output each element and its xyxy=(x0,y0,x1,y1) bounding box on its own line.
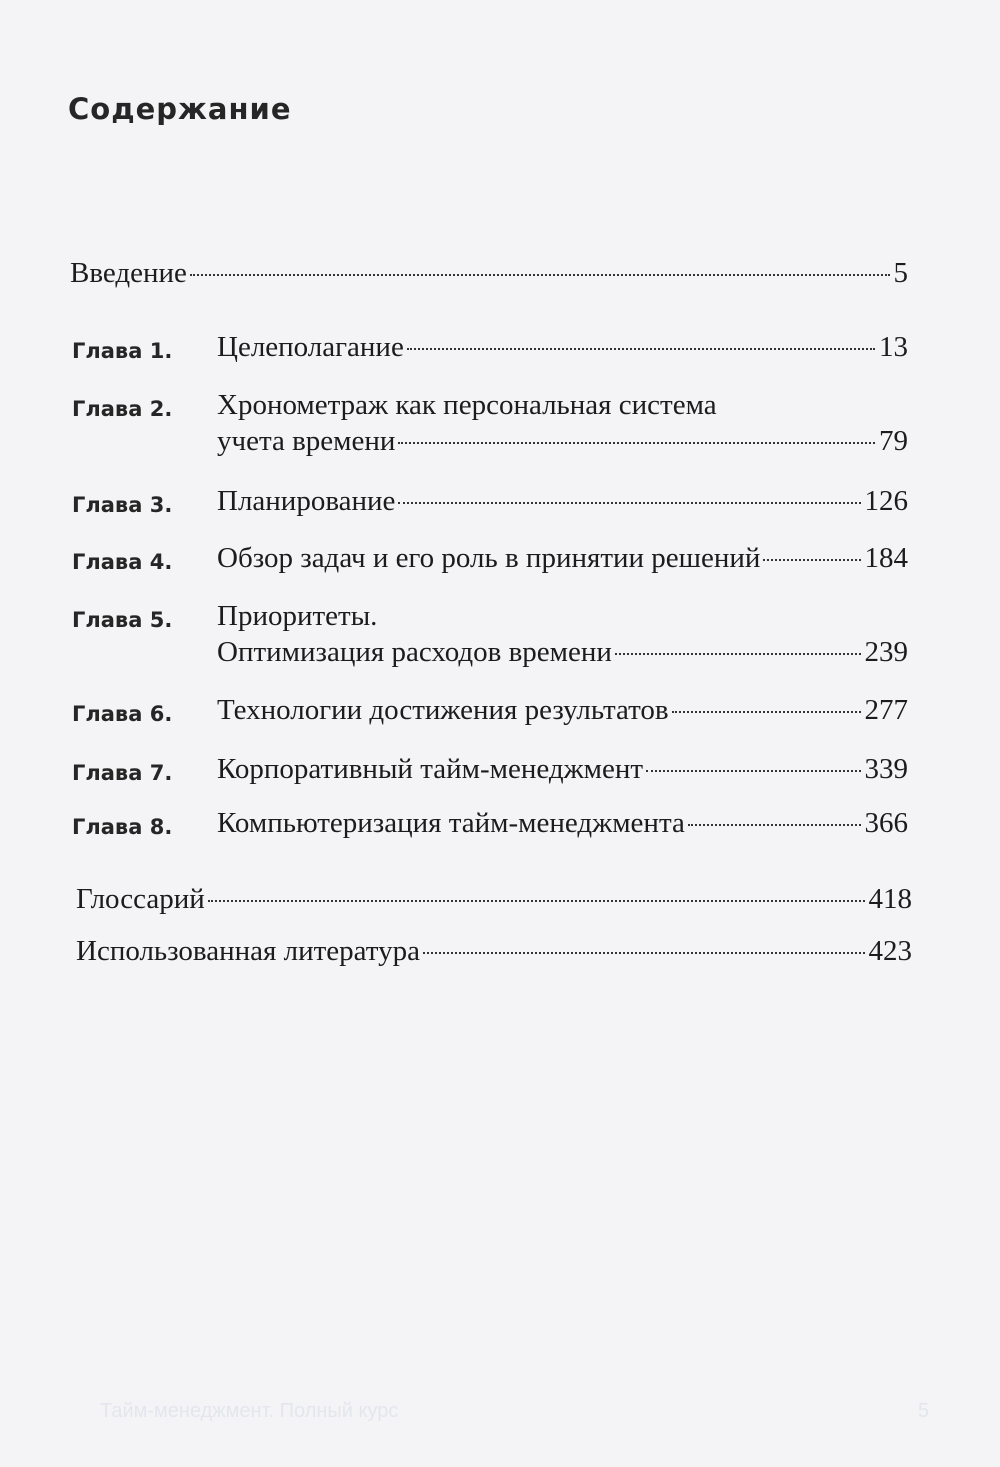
toc-entry-references[interactable] xyxy=(76,934,912,968)
toc-page-number: 277 xyxy=(864,694,908,726)
chapter-label: Глава 1. xyxy=(72,339,173,363)
chapter-label: Глава 6. xyxy=(72,702,173,726)
toc-entry-chapter-2[interactable] xyxy=(217,424,908,458)
toc-entry-text: Корпоративный тайм-менеджмент xyxy=(217,753,644,785)
dot-leader xyxy=(763,559,860,561)
toc-entry-chapter-3[interactable] xyxy=(217,484,908,518)
chapter-label: Глава 5. xyxy=(72,608,173,632)
bleed-through-page-number: 5 xyxy=(918,1400,930,1422)
toc-page-number: 13 xyxy=(879,331,908,363)
toc-entry-glossary[interactable] xyxy=(76,882,912,916)
toc-entry-text-line1: Приоритеты. xyxy=(217,600,378,632)
toc-page-number: 184 xyxy=(864,542,908,574)
dot-leader xyxy=(646,770,860,772)
toc-page-number: 239 xyxy=(864,636,908,668)
chapter-label: Глава 3. xyxy=(72,493,173,517)
toc-page-number: 423 xyxy=(868,935,912,967)
toc-entry-text-line1: Хронометраж как персональная система xyxy=(217,389,717,421)
chapter-label: Глава 4. xyxy=(72,550,173,574)
toc-entry-text: Оптимизация расходов времени xyxy=(217,636,612,668)
chapter-label: Глава 8. xyxy=(72,815,173,839)
bleed-through-footer-text: Тайм-менеджмент. Полный курс xyxy=(100,1400,399,1422)
toc-entry-text: Компьютеризация тайм-менеджмента xyxy=(217,807,685,839)
dot-leader xyxy=(423,952,865,954)
dot-leader xyxy=(398,442,875,444)
toc-entry-text: Глоссарий xyxy=(76,883,205,915)
dot-leader xyxy=(672,711,861,713)
toc-page-number: 339 xyxy=(864,753,908,785)
toc-entry-chapter-5[interactable] xyxy=(217,635,908,669)
toc-entry-chapter-1[interactable] xyxy=(217,330,908,364)
toc-page-number: 366 xyxy=(864,807,908,839)
toc-page-number: 418 xyxy=(868,883,912,915)
toc-entry-chapter-8[interactable] xyxy=(217,806,908,840)
dot-leader xyxy=(688,824,861,826)
toc-entry-chapter-7[interactable] xyxy=(217,752,908,786)
toc-page-number: 126 xyxy=(864,485,908,517)
page-title: Содержание xyxy=(68,92,292,126)
toc-entry-text: Обзор задач и его роль в принятии решений xyxy=(217,542,761,574)
toc-page-number: 79 xyxy=(879,425,908,457)
toc-entry-text: Планирование xyxy=(217,485,396,517)
dot-leader xyxy=(615,653,861,655)
toc-entry-text: Использованная литература xyxy=(76,935,420,967)
dot-leader xyxy=(407,348,875,350)
toc-page-number: 5 xyxy=(893,257,908,289)
dot-leader xyxy=(208,900,865,902)
toc-entry-text: Технологии достижения результатов xyxy=(217,694,669,726)
dot-leader xyxy=(190,274,890,276)
toc-entry-text: учета времени xyxy=(217,425,396,457)
toc-entry-chapter-4[interactable] xyxy=(217,541,908,575)
chapter-label: Глава 2. xyxy=(72,397,173,421)
toc-entry-text: Целеполагание xyxy=(217,331,404,363)
toc-entry-introduction[interactable] xyxy=(70,256,908,290)
toc-entry-chapter-6[interactable] xyxy=(217,693,908,727)
dot-leader xyxy=(398,502,860,504)
chapter-label: Глава 7. xyxy=(72,761,173,785)
toc-entry-text: Введение xyxy=(70,257,187,289)
